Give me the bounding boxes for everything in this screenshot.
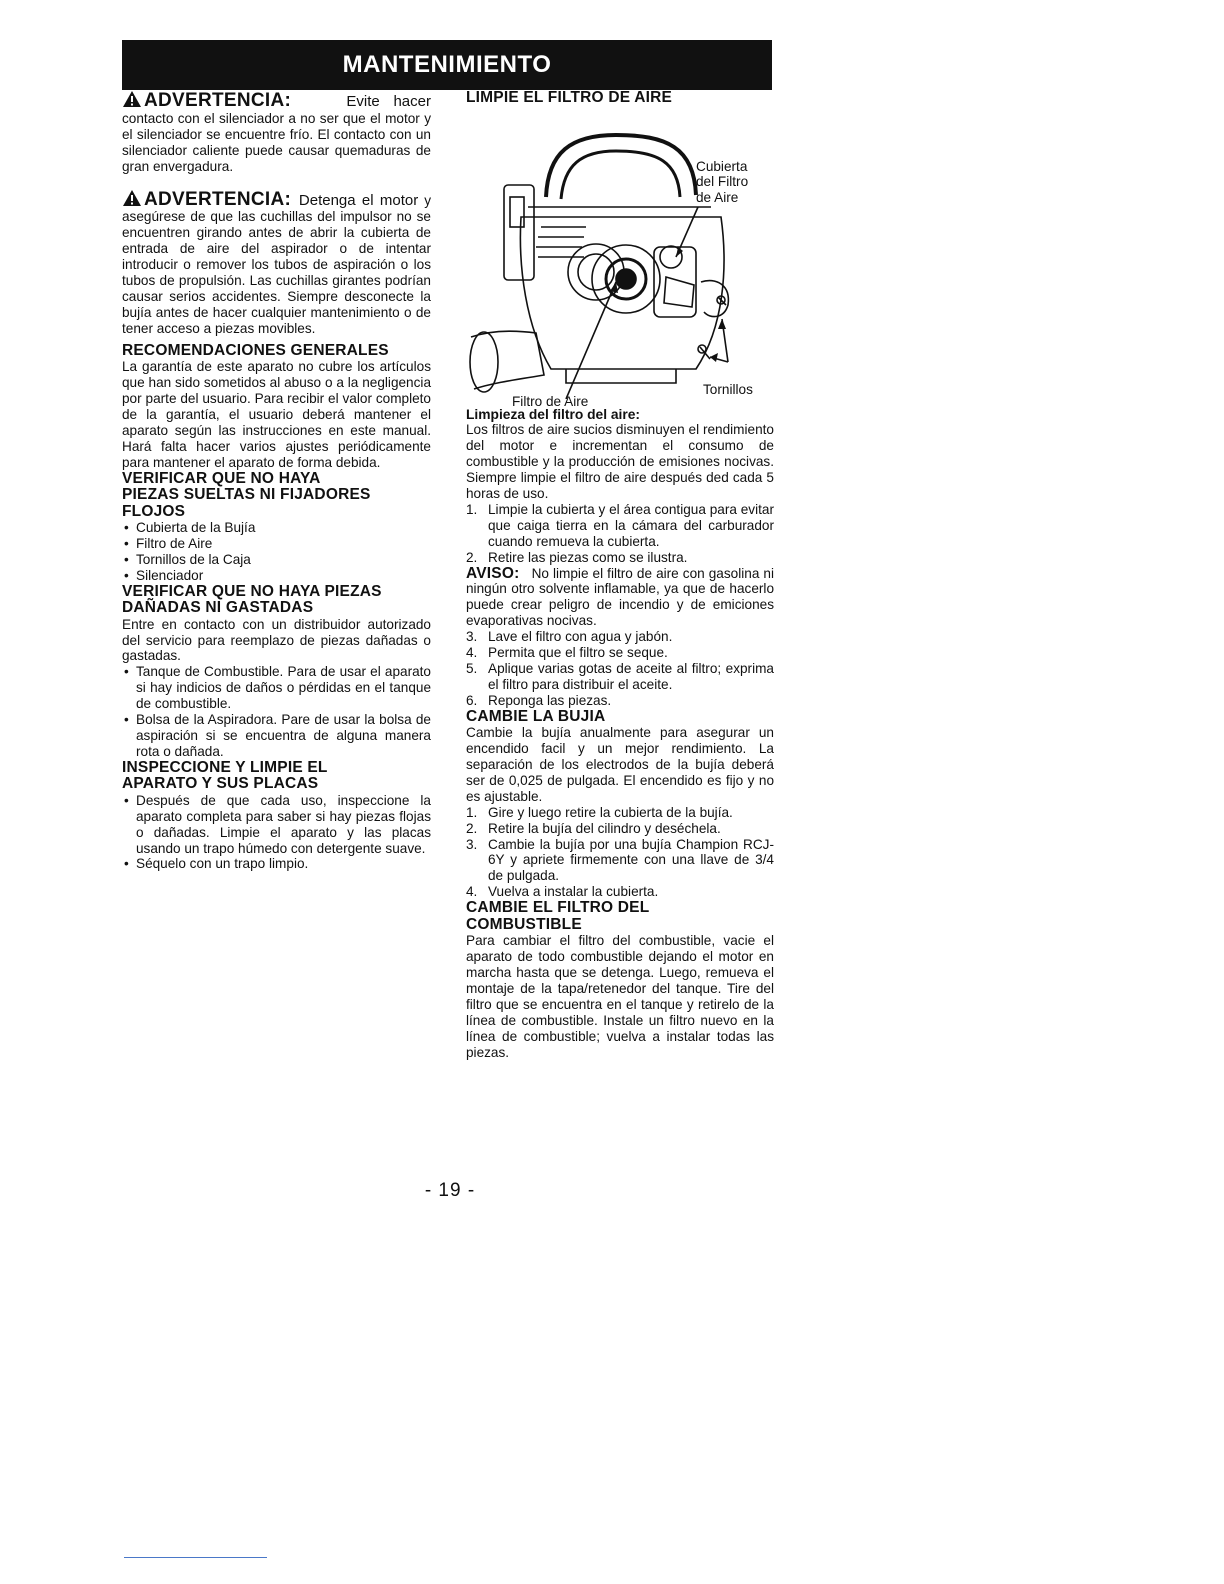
warning-lead: Evite hacer bbox=[346, 93, 431, 110]
page-number: - 19 - bbox=[424, 1180, 476, 1201]
warning-triangle-icon bbox=[122, 90, 142, 111]
right-column bbox=[466, 90, 774, 1060]
inspect-heading-line2: APARATO Y SUS PLACAS bbox=[122, 775, 319, 793]
list-item: 4. Vuelva a instalar la cubierta. bbox=[466, 884, 659, 900]
damaged-parts-heading-line2: DAÑADAS NI GASTADAS bbox=[122, 599, 314, 617]
list-item: • Silenciador bbox=[122, 568, 431, 584]
loose-parts-heading-line2: PIEZAS SUELTAS NI FIJADORES bbox=[122, 486, 371, 504]
list-item: 3. Lave el filtro con agua y jabón. bbox=[466, 629, 673, 645]
warning-muffler bbox=[122, 90, 431, 175]
air-filter-steps-cont bbox=[466, 629, 774, 709]
warning-triangle-icon bbox=[122, 189, 142, 210]
label-filter: Filtro de Aire bbox=[512, 393, 589, 409]
inspect-list bbox=[122, 793, 431, 873]
warning-text: y asegúrese de que las cuchillas del impulsor no se encuentren girando antes de abrir la cubierta de entrada de aire del aspirador o de intentar introducir o remover los tubos de aspiración o los tubos de propulsión. Las cuchillas girantes podrían causar serios accidentes. Siempre desconecte la bujía antes de hacer cualquier mantenimiento o de tener acceso a piezas movibles. bbox=[122, 192, 431, 336]
list-item: 3. Cambie la bujía por una bujía Champion RCJ-6Y y apriete firmemente con una llave de 3/4 de pulgada. bbox=[466, 836, 774, 884]
label-cover: Cubierta del Filtro de Aire bbox=[696, 158, 749, 205]
air-filter-steps bbox=[466, 502, 774, 566]
loose-parts-heading-line3: FLOJOS bbox=[122, 502, 186, 520]
section-title: MANTENIMIENTO bbox=[342, 51, 552, 78]
loose-parts-heading-line1: VERIFICAR QUE NO HAYA bbox=[122, 469, 321, 487]
fuel-filter-text: Para cambiar el filtro del combustible, vacie el aparato de todo combustible dejando el motor en marcha hasta que se detenga. Luego, remueva el montaje de la tapa/retenedor del tanque. Tire del filtro que se encuentra en el tanque y retirelo de la línea de combustible. Instale un filtro nuevo en la línea de combustible; vuelva a instalar todas las piezas. bbox=[466, 933, 774, 1060]
warning-impeller bbox=[122, 189, 431, 337]
air-filter-subheading: Limpieza del filtro del aire: bbox=[466, 406, 641, 422]
list-item: • Tornillos de la Caja bbox=[122, 552, 431, 568]
blower-drawing bbox=[466, 107, 774, 399]
list-item: • Después de que cada uso, inspeccione la aparato completa para saber si hay piezas flojas o dañadas. Limpie el aparato y las placas usando un trapo húmedo con detergente suave. bbox=[122, 793, 431, 857]
loose-parts-list bbox=[122, 520, 431, 584]
damaged-parts-text: Entre en contacto con un distribuidor autorizado del servicio para reemplazo de piezas dañadas o gastadas. bbox=[122, 616, 431, 664]
air-filter-text: Los filtros de aire sucios disminuyen el rendimiento del motor e incrementan el consumo de combustible y la producción de emisiones nocivas. Siempre limpie el filtro de aire después ded cada 5 horas de uso. bbox=[466, 422, 774, 502]
list-item: • Filtro de Aire bbox=[122, 536, 431, 552]
list-item: 2. Retire las piezas como se ilustra. bbox=[466, 549, 688, 565]
spark-plug-heading: CAMBIE LA BUJIA bbox=[466, 707, 606, 725]
warning-heading: ADVERTENCIA: bbox=[144, 90, 292, 111]
list-item: 4. Permita que el filtro se seque. bbox=[466, 645, 668, 661]
left-column bbox=[122, 90, 431, 872]
section-banner bbox=[122, 40, 772, 90]
damaged-parts-heading-line1: VERIFICAR QUE NO HAYA PIEZAS bbox=[122, 582, 382, 600]
label-screws: Tornillos bbox=[703, 381, 753, 397]
blower-illustration bbox=[466, 107, 774, 409]
inspect-heading-line1: INSPECCIONE Y LIMPIE EL bbox=[122, 758, 328, 776]
list-item: • Séquelo con un trapo limpio. bbox=[122, 856, 431, 872]
list-item: 1. Gire y luego retire la cubierta de la bujía. bbox=[466, 804, 733, 820]
general-recommendations-heading: RECOMENDACIONES GENERALES bbox=[122, 341, 389, 359]
warning-heading: ADVERTENCIA: bbox=[144, 188, 292, 210]
fuel-filter-heading-line2: COMBUSTIBLE bbox=[466, 915, 582, 933]
list-item: 2. Retire la bujía del cilindro y deséchela. bbox=[466, 820, 721, 836]
spark-plug-steps bbox=[466, 805, 774, 900]
list-item: • Bolsa de la Aspiradora. Pare de usar la bolsa de aspiración si se encuentra de alguna manera rota o dañada. bbox=[122, 712, 431, 760]
footer-rule bbox=[124, 1557, 267, 1558]
warning-lead: Detenga el motor bbox=[298, 191, 419, 209]
list-item: 1. Limpie la cubierta y el área contigua para evitar que caiga tierra en la cámara del carburador cuando remueva la cubierta. bbox=[466, 501, 774, 549]
spark-plug-text: Cambie la bujía anualmente para asegurar un encendido facil y un mejor rendimiento. La separación de los electrodos de la bujía deberá ser de 0,025 de pulgada. El encendido es fijo y no es ajustable. bbox=[466, 725, 774, 804]
list-item: 6. Reponga las piezas. bbox=[466, 692, 612, 708]
fuel-filter-heading-line1: CAMBIE EL FILTRO DEL bbox=[466, 899, 650, 917]
warning-text: contacto con el silenciador a no ser que el motor y el silenciador se encuentre frío. El contacto con un silenciador caliente puede causar quemaduras de gran envergadura. bbox=[122, 110, 431, 174]
notice bbox=[466, 566, 774, 630]
damaged-parts-list bbox=[122, 664, 431, 759]
list-item: 5. Aplique varias gotas de aceite al filtro; exprima el filtro para distribuir el aceite. bbox=[466, 661, 774, 692]
air-filter-heading: LIMPIE EL FILTRO DE AIRE bbox=[466, 89, 673, 106]
list-item: • Tanque de Combustible. Para de usar el aparato si hay indicios de daños o pérdidas en el tanque de combustible. bbox=[122, 664, 431, 712]
general-recommendations-text: La garantía de este aparato no cubre los artículos que han sido sometidos al abuso o a la negligencia por parte del usuario. Para recibir el valor completo de la garantía, el usuario deberá mantener el aparato según las instrucciones en este manual. Hará falta hacer varios ajustes periódicamente para mantener el aparato de forma debida. bbox=[122, 359, 431, 470]
list-item: • Cubierta de la Bujía bbox=[122, 520, 431, 536]
notice-text: No limpie el filtro de aire con gasolina ni ningún otro solvente inflamable, ya que de hacerlo puede crear peligro de incendio y de emiciones evaporativas nocivas. bbox=[466, 565, 774, 629]
notice-label: AVISO: bbox=[466, 564, 520, 582]
